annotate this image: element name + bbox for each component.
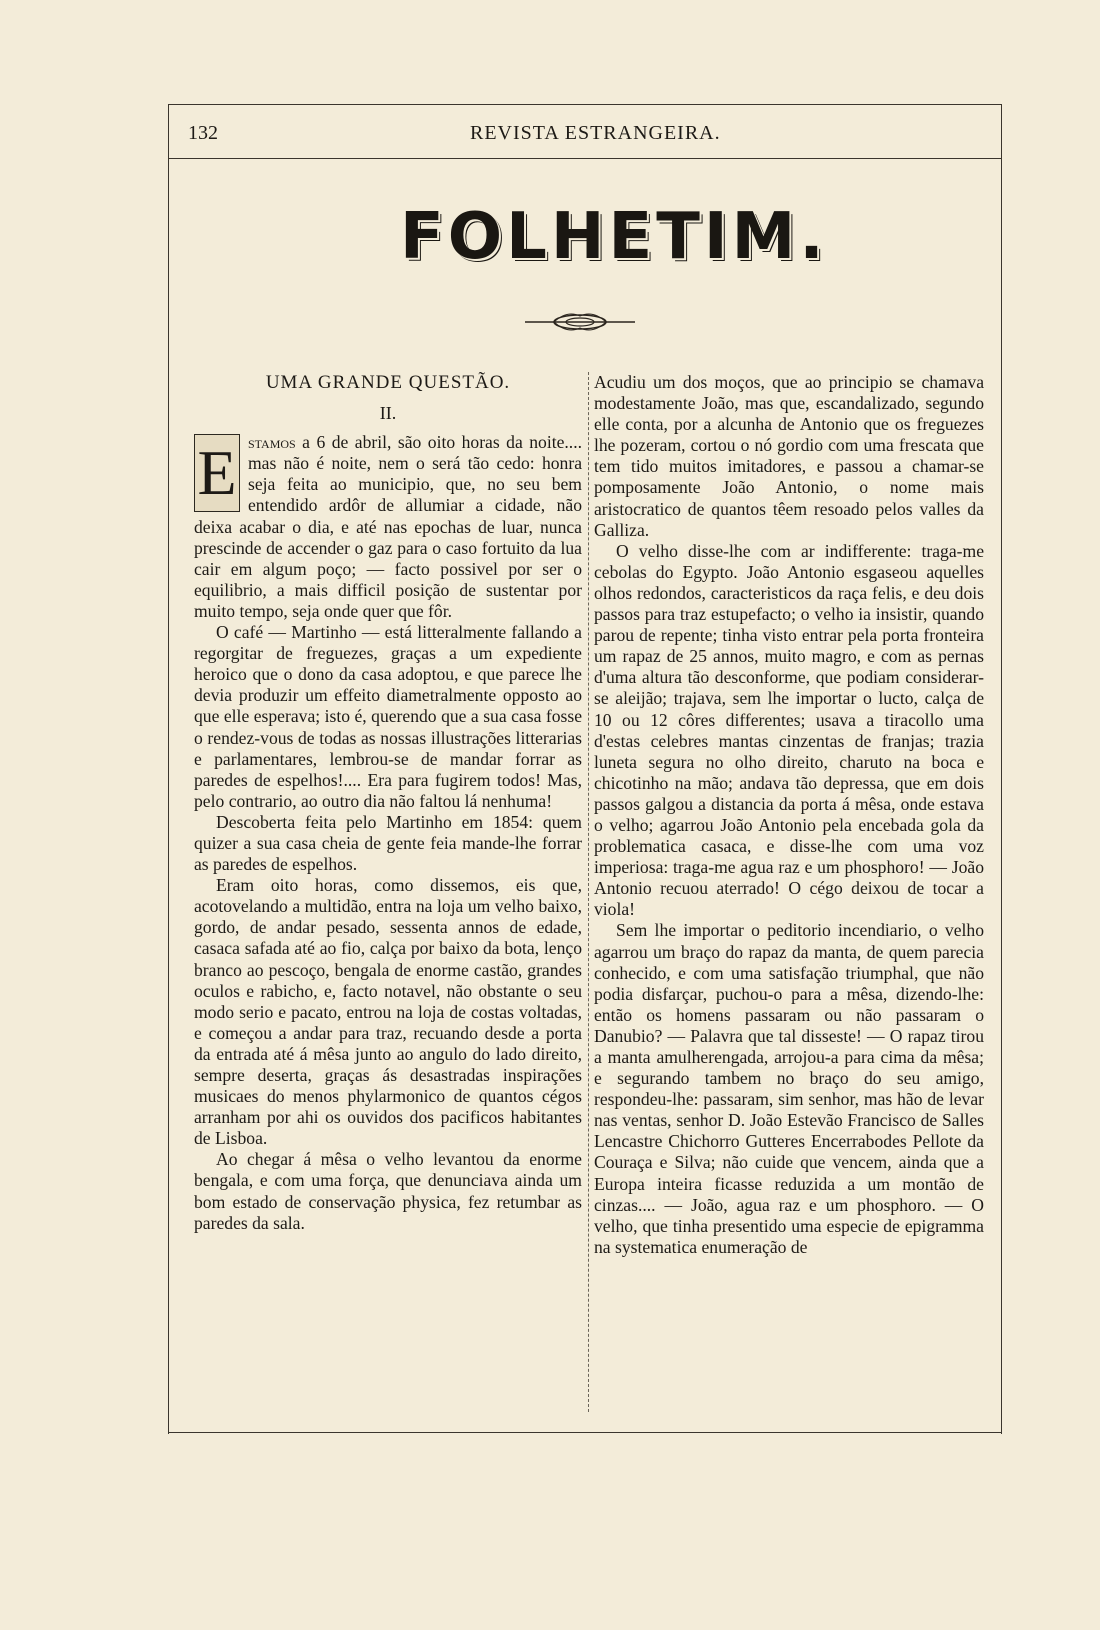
part-number: II. (379, 403, 397, 424)
right-column (594, 372, 984, 1258)
running-head: REVISTA ESTRANGEIRA. (470, 122, 721, 144)
paragraph: Acudiu um dos moços, que ao principio se chamava modestamente João, mas que, escandalizado, segundo elle conta, por a alcunha de Antonio que os freguezes lhe pozeram, cortou o nó gordio com uma frescata que tem tido muitos imitadores, e passou a chamar-se pomposamente João Antonio, o nome mais aristocratico de quantos têem resoado pelos valles da Galliza. (594, 372, 984, 540)
dropcap: E (194, 434, 240, 512)
page-number: 132 (188, 122, 218, 144)
opening-smallcaps: stamos (248, 432, 296, 453)
paragraph: Descoberta feita pelo Martinho em 1854: quem quizer a sua casa cheia de gente feia mande-lhe forrar as paredes de espelhos. (194, 811, 582, 875)
paragraph (194, 432, 582, 622)
column-divider (588, 372, 589, 1412)
paragraph: Eram oito horas, como dissemos, eis que, acotovelando a multidão, entra na loja um velho baixo, gordo, de andar pesado, sessenta annos de edade, casaca safada até ao fio, calça por baixo da bota, lenço branco ao pescoço, bengala de enorme castão, grandes oculos e rabicho, e, facto notavel, não obstante o seu modo serio e pacato, entrou na loja de costas voltadas, e começou a andar para traz, recuando desde a porta da entrada até á mêsa junto ao angulo do lado direito, sempre deserta, graças ás desastradas inspirações musicaes do menos phylarmonico de quantos cégos arranham por ahi os ouvidos dos pacificos habitantes de Lisboa. (194, 875, 582, 1149)
paragraph: O café — Martinho — está litteralmente fallando a regorgitar de freguezes, graças a um expediente heroico que o dono da casa adoptou, e que parece lhe devia produzir um effeito diametralmente opposto ao que elle esperava; isto é, querendo que a sua casa fosse o rendez-vous de todas as nossas illustrações litterarias e parlamentares, lembrou-se de mandar forrar as paredes de espelhos!.... Era para fugirem todos! Mas, pelo contrario, ao outro dia não faltou lá nenhuma! (194, 622, 582, 811)
header-rule (168, 158, 1002, 159)
paragraph: O velho disse-lhe com ar indifferente: traga-me cebolas do Egypto. João Antonio esgaseou aquelles olhos redondos, caracteristicos da raça felis, e deu dois passos para traz estupefacto; o velho ia insistir, quando parou de repente; tinha visto entrar pela porta fronteira um rapaz de 25 annos, muito magro, e com as pernas d'uma altura tão desconforme, que podiam considerar-se aleijão; trajava, sem lhe importar o lucto, calça de 10 ou 12 côres differentes; usava a tiracollo uma d'estas celebres mantas cinzentas de franjas; trazia luneta segura no olho direito, charuto na boca e chicotinho na mão; andava tão depressa, que em dois passos galgou a distancia da porta á mêsa, onde estava o velho; agarrou João Antonio pela encebada gola da problematica casaca, e disse-lhe com uma voz imperiosa: traga-me agua raz e um phosphoro! — João Antonio recuou aterrado! O cégo deixou de tocar a viola! (594, 540, 984, 920)
paragraph: Ao chegar á mêsa o velho levantou da enorme bengala, e com uma força, que denunciava ainda um bom estado de conservação physica, fez retumbar as paredes da sala. (194, 1149, 582, 1233)
bottom-rule (168, 1432, 1002, 1433)
left-column (194, 372, 582, 1234)
ornament-divider (525, 310, 635, 334)
article-title: UMA GRANDE QUESTÃO. (265, 372, 511, 393)
section-banner-title: FOLHETIM. (400, 200, 828, 274)
paragraph: Sem lhe importar o peditorio incendiario, o velho agarrou um braço do rapaz da manta, de quem parecia conhecido, e com uma satisfação triumphal, que não podia disfarçar, puchou-o para a mêsa, dizendo-lhe: então os homens passaram ou não passaram o Danubio? — Palavra que tal disseste! — O rapaz tirou a manta amulherengada, arrojou-a para cima da mêsa; e segurando tambem no braço do seu amigo, respondeu-lhe: passaram, sim senhor, mas hão de levar nas ventas, senhor D. João Estevão Francisco de Salles Lencastre Chichorro Gutteres Encerrabodes Pellote da Couraça e Silva; não cuide que vencem, ainda que a Europa inteira ficasse reduzida a um montão de cinzas.... — João, agua raz e um phosphoro. — O velho, que tinha presentido uma especie de epigramma na systematica enumeração de (594, 920, 984, 1257)
paragraph-text: a 6 de abril, são oito horas da noite.... mas não é noite, nem o será tão cedo: honra seja feita ao municipio, que, no seu bem entendido ardôr de allumiar a cidade, não deixa acabar o dia, e até nas epochas de luar, nunca prescinde de accender o gaz para o caso fortuito da lua cair em algum poço; — facto possivel por ser o equilibrio, a mais difficil posição de sustentar por muito tempo, seja onde quer que fôr. (194, 432, 582, 621)
